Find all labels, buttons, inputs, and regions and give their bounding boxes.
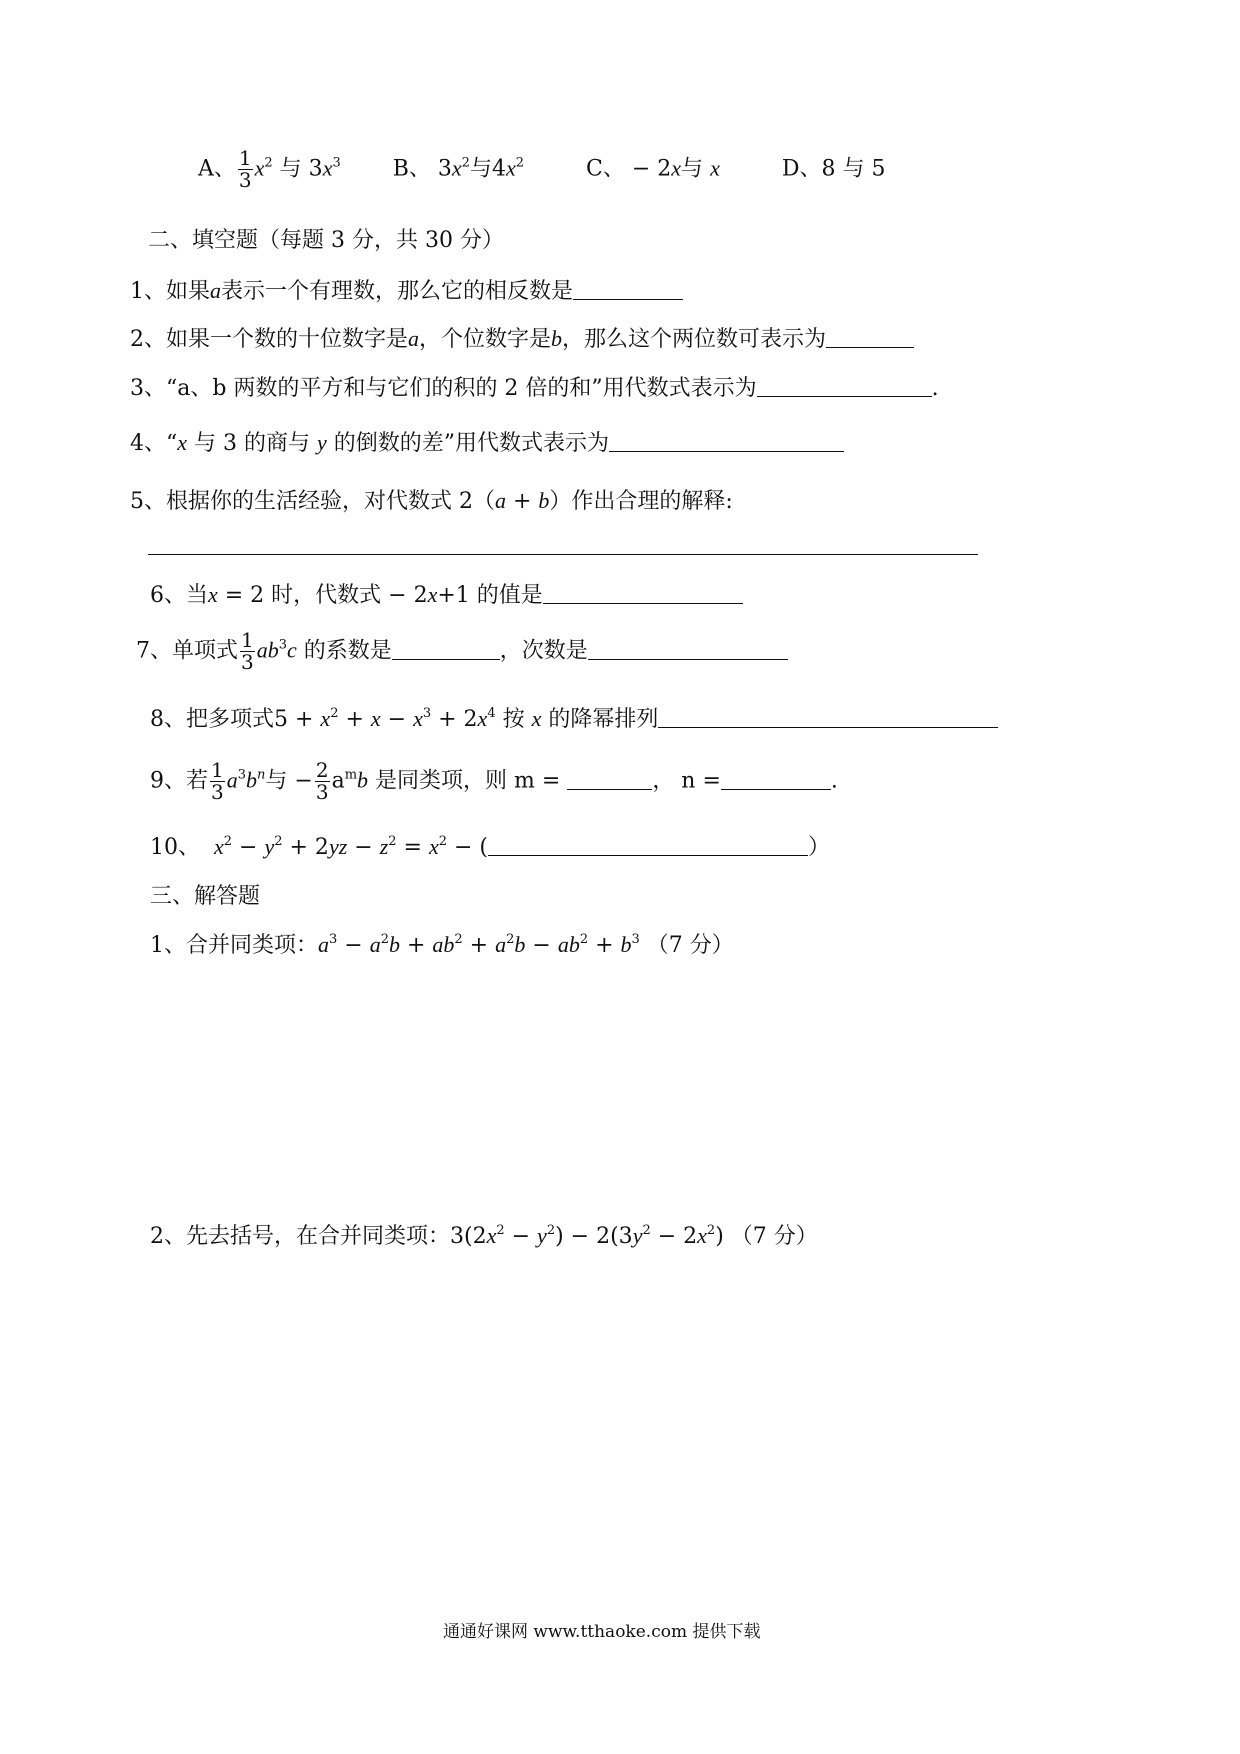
fraction-one-third: $\frac{1}{3}$: [211, 758, 224, 804]
option-d-text: 8 与 5: [821, 156, 886, 182]
section3-heading: 三、解答题: [150, 884, 261, 909]
fill-question-9: 9、若 $\frac{1}{3}$ $a^3b^n$与 − $\frac{2}{3}$ $a^mb$ 是同类项，则 m = ， n = .: [150, 758, 838, 804]
fill-question-8: 8、把多项式$5 + x^2 + x - x^3 + 2x^4$ 按 x 的降幂排列: [150, 706, 998, 733]
option-a-text: 与: [279, 156, 302, 182]
fill-question-1: 1、如果a表示一个有理数，那么它的相反数是: [130, 278, 683, 305]
answer-blank[interactable]: [392, 658, 500, 660]
footer-source: 通通好课网 www.tthaoke.com 提供下载: [443, 1622, 761, 1642]
solve-question-2: 2、先去括号，在合并同类项：$3(2x^2 - y^2) - 2(3y^2 - 2x^2)$ （7 分）: [150, 1223, 818, 1249]
fill-question-4: 4、“x 与 3 的商与 y 的倒数的差”用代数式表示为: [130, 430, 844, 457]
answer-blank[interactable]: [573, 298, 683, 300]
answer-blank[interactable]: [609, 450, 844, 452]
option-a-label: A、: [198, 156, 236, 182]
fill-question-7: 7、单项式 $\frac{1}{3}$ $ab^3c$ 的系数是 ，次数是: [136, 630, 788, 673]
fill-question-6: 6、当x = 2 时，代数式 − 2x+1 的值是: [150, 582, 743, 609]
answer-blank[interactable]: [588, 658, 788, 660]
fraction-two-thirds: $\frac{2}{3}$: [315, 758, 329, 804]
option-c-label: C、: [586, 156, 625, 182]
fraction-one-third: $\frac{1}{3}$: [241, 628, 254, 674]
option-b-text: 与: [469, 156, 492, 182]
fraction-one-third: $\frac{1}{3}$: [238, 146, 252, 192]
fill-question-5: 5、根据你的生活经验，对代数式 2（a + b）作出合理的解释:: [130, 488, 733, 514]
option-d-label: D、: [781, 156, 822, 182]
answer-blank[interactable]: [488, 854, 808, 856]
fill-question-10: 10、 $x^2 - y^2 + 2yz - z^2 = x^2$ − ( ）: [150, 834, 831, 860]
option-b-label: B、: [392, 156, 431, 182]
answer-blank[interactable]: [757, 395, 932, 397]
answer-blank[interactable]: [658, 726, 998, 728]
answer-blank[interactable]: [543, 602, 743, 604]
section2-heading: 二、填空题（每题 3 分，共 30 分）: [148, 228, 504, 253]
answer-blank[interactable]: [826, 346, 914, 348]
fill-question-3: 3、“a、b 两数的平方和与它们的积的 2 倍的和”用代数式表示为 .: [130, 376, 939, 401]
answer-blank-n[interactable]: [721, 788, 831, 790]
choice-options-row: A、 $\frac{1}{3}$ $x^2$ 与 $3x^3$ B、 $3x^2$与$4x^2$ C、 − 2x与 x D、8 与 5: [198, 146, 886, 192]
fill-question-2: 2、如果一个数的十位数字是a，个位数字是b，那么这个两位数可表示为: [130, 326, 914, 353]
answer-blank-m[interactable]: [567, 788, 652, 790]
option-c-text: 与: [681, 156, 704, 182]
solve-question-1: 1、合并同类项：$a^3 - a^2b + ab^2 + a^2b - ab^2 + b^3$ （7 分）: [150, 932, 734, 958]
explanation-answer-line[interactable]: [148, 553, 978, 555]
